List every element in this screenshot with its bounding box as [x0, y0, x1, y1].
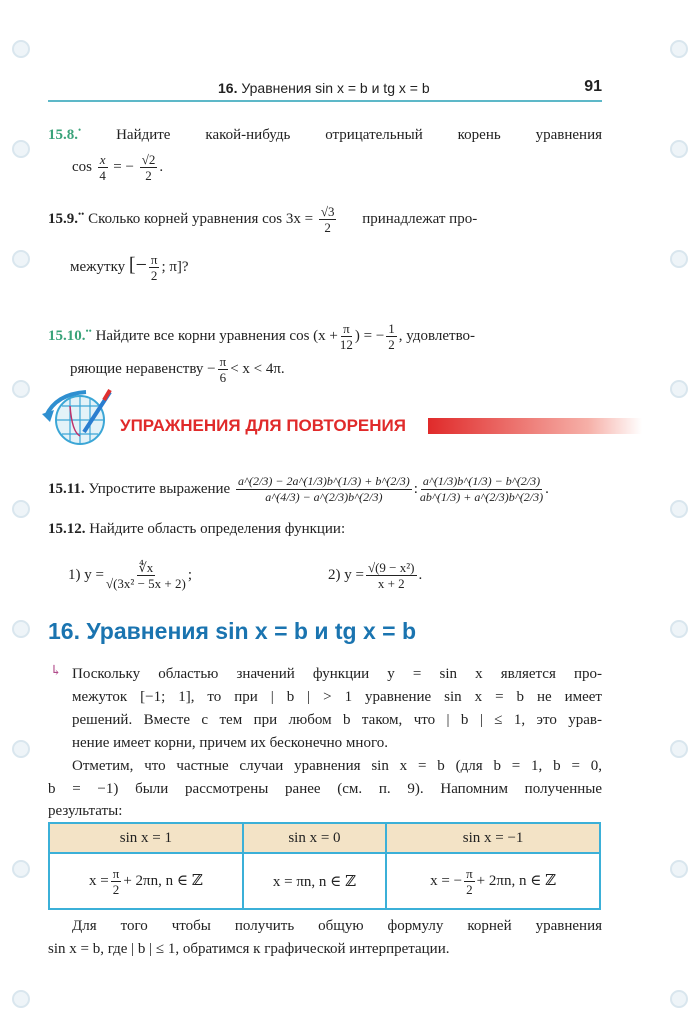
- exercise-text: , удовлетво-: [398, 328, 476, 344]
- math: x =: [89, 872, 109, 889]
- watermark-logo-icon: [12, 250, 30, 268]
- numerator: √(9 − x²): [367, 560, 415, 575]
- denominator: 2: [466, 881, 473, 897]
- watermark-logo-icon: [670, 250, 688, 268]
- numerator: π: [219, 354, 227, 369]
- exercise-text: межутку: [70, 258, 126, 275]
- table-cell: [49, 853, 243, 909]
- watermark-logo-icon: [12, 140, 30, 158]
- running-header: [48, 78, 602, 102]
- watermark-logo-icon: [670, 140, 688, 158]
- exercise-15-11: [48, 474, 602, 505]
- fraction: [366, 560, 417, 591]
- table-cell: [386, 853, 600, 909]
- watermark-logo-icon: [12, 740, 30, 758]
- denominator: 2: [388, 337, 395, 353]
- exercise-15-12: [48, 519, 602, 539]
- special-cases-table: [48, 822, 601, 910]
- globe-pen-icon: [40, 386, 120, 448]
- paragraph-line: Поскольку областью значений функции y = sin x является про-: [72, 666, 602, 682]
- math: cos: [72, 158, 92, 175]
- header-section-num: 16.: [218, 80, 238, 96]
- exercise-15-8-formula: [72, 152, 602, 183]
- difficulty-mark: •: [78, 125, 82, 135]
- fraction: [420, 474, 543, 505]
- math: 1) y =: [68, 566, 104, 583]
- denominator: 2: [112, 881, 120, 897]
- numerator: √2: [141, 152, 156, 167]
- fraction: [340, 321, 353, 352]
- exercise-15-12-option-2: [328, 560, 422, 591]
- closing-line-1: Для того чтобы получить общую формулу корней уравнения: [72, 918, 602, 934]
- numerator: ∜x: [138, 560, 154, 575]
- difficulty-mark: ••: [78, 209, 85, 219]
- watermark-logo-icon: [12, 860, 30, 878]
- math: .: [418, 566, 423, 583]
- math: :: [413, 480, 418, 497]
- denominator: 12: [339, 337, 353, 353]
- denominator: 6: [219, 370, 227, 385]
- watermark-logo-icon: [12, 500, 30, 518]
- denominator: ab^(1/3) + a^(2/3)b^(2/3): [419, 490, 544, 504]
- exercise-number: 15.11.: [48, 480, 85, 497]
- exercise-text: Упростите выражение: [88, 480, 231, 497]
- exercise-15-12-option-1: [68, 560, 192, 591]
- exercise-number: 15.10.: [48, 328, 86, 344]
- math: + 2πn, n ∈ ℤ: [476, 872, 556, 889]
- header-title: Уравнения sin x = b и tg x = b: [241, 80, 430, 96]
- denominator: 2: [324, 220, 331, 236]
- fraction: [98, 152, 108, 183]
- watermark-logo-icon: [12, 380, 30, 398]
- watermark-logo-icon: [670, 860, 688, 878]
- fraction: [106, 560, 186, 591]
- math: + 2πn, n ∈ ℤ: [123, 872, 203, 889]
- watermark-logo-icon: [670, 620, 688, 638]
- exercise-number: 15.9.: [48, 211, 78, 227]
- paragraph-line: нение имеет корни, причем их бесконечно много.: [72, 735, 388, 751]
- header-text: [218, 80, 430, 96]
- numerator: a^(1/3)b^(1/3) − b^(2/3): [422, 474, 541, 488]
- paragraph-line: b = −1) были рассмотрены ранее (см. п. 9). Напомним полученные: [48, 781, 602, 797]
- math: (x +: [313, 328, 338, 344]
- math: 2) y =: [328, 566, 364, 583]
- math: ) = −: [354, 328, 385, 344]
- math: .: [545, 480, 549, 497]
- math: [−: [128, 253, 147, 276]
- watermark-logo-icon: [670, 740, 688, 758]
- denominator: 4: [99, 168, 106, 183]
- exercise-text: принадлежат про-: [362, 211, 478, 227]
- watermark-logo-icon: [670, 500, 688, 518]
- exercise-text: Сколько корней уравнения cos 3x =: [88, 211, 314, 227]
- hand-pointer-icon: ↳: [50, 664, 62, 679]
- math: .: [159, 158, 164, 175]
- exercise-15-10: [48, 321, 602, 352]
- closing-line-2: sin x = b, где | b | ≤ 1, обратимся к графической интерпретации.: [48, 941, 450, 957]
- table-header: sin x = 1: [49, 823, 243, 853]
- paragraph-line: результаты:: [48, 803, 123, 819]
- table-cell: [243, 853, 386, 909]
- exercise-15-9: [48, 204, 602, 235]
- math: < x < 4π.: [230, 360, 285, 377]
- difficulty-mark: ••: [85, 326, 92, 336]
- section-title: 16. Уравнения sin x = b и tg x = b: [48, 618, 417, 644]
- watermark-logo-icon: [670, 990, 688, 1008]
- numerator: 1: [388, 321, 395, 337]
- exercise-text: Найдите область определения функции:: [89, 521, 346, 537]
- numerator: π: [150, 252, 158, 267]
- watermark-logo-icon: [12, 620, 30, 638]
- exercise-text: ряющие неравенству −: [70, 360, 216, 377]
- table-header: sin x = 0: [243, 823, 386, 853]
- fraction: [218, 354, 229, 385]
- paragraph-line: решений. Вместе с тем при любом b таком, что | b | ≤ 1, это урав-: [72, 712, 602, 728]
- denominator: √(3x² − 5x + 2): [105, 576, 186, 591]
- denominator: 2: [150, 268, 158, 283]
- denominator: x + 2: [377, 576, 405, 591]
- exercise-text: Найдите какой-нибудь отрицательный корень уравнения: [116, 127, 602, 143]
- math: x = πn, n ∈ ℤ: [272, 873, 356, 890]
- review-exercises-banner: [40, 386, 610, 446]
- table-header: sin x = −1: [386, 823, 600, 853]
- fraction: [111, 866, 122, 897]
- denominator: 2: [145, 168, 152, 183]
- numerator: π: [343, 321, 350, 337]
- fraction: [236, 474, 412, 505]
- paragraph-line: межуток [−1; 1], то при | b | > 1 уравнение sin x = b не имеет: [72, 689, 602, 705]
- exercise-15-9-line2: [70, 252, 602, 283]
- denominator: a^(4/3) − a^(2/3)b^(2/3): [265, 490, 383, 504]
- fraction: [140, 152, 158, 183]
- numerator: √3: [320, 204, 335, 220]
- fraction: [149, 252, 160, 283]
- fraction: [464, 866, 475, 897]
- math: ;: [187, 566, 192, 583]
- math: ; π]?: [161, 258, 189, 275]
- watermark-logo-icon: [670, 40, 688, 58]
- fraction: [319, 204, 337, 235]
- numerator: π: [112, 865, 120, 881]
- numerator: a^(2/3) − 2a^(1/3)b^(1/3) + b^(2/3): [237, 474, 410, 488]
- math: x = −: [430, 872, 463, 889]
- numerator: π: [466, 865, 473, 881]
- watermark-logo-icon: [670, 380, 688, 398]
- watermark-logo-icon: [12, 990, 30, 1008]
- fraction: [386, 321, 397, 352]
- page-number: 91: [584, 78, 602, 95]
- banner-bar: [428, 418, 642, 434]
- banner-title: УПРАЖНЕНИЯ ДЛЯ ПОВТОРЕНИЯ: [120, 416, 406, 435]
- numerator: x: [99, 152, 106, 167]
- exercise-number: 15.12.: [48, 521, 86, 537]
- exercise-text: Найдите все корни уравнения cos: [95, 328, 310, 344]
- exercise-number: 15.8.: [48, 127, 78, 143]
- paragraph-line: Отметим, что частные случаи уравнения sin x = b (для b = 1, b = 0,: [72, 758, 602, 774]
- watermark-logo-icon: [12, 40, 30, 58]
- exercise-15-8: [48, 120, 602, 145]
- exercise-15-10-line2: [70, 354, 602, 385]
- math: = −: [113, 158, 134, 175]
